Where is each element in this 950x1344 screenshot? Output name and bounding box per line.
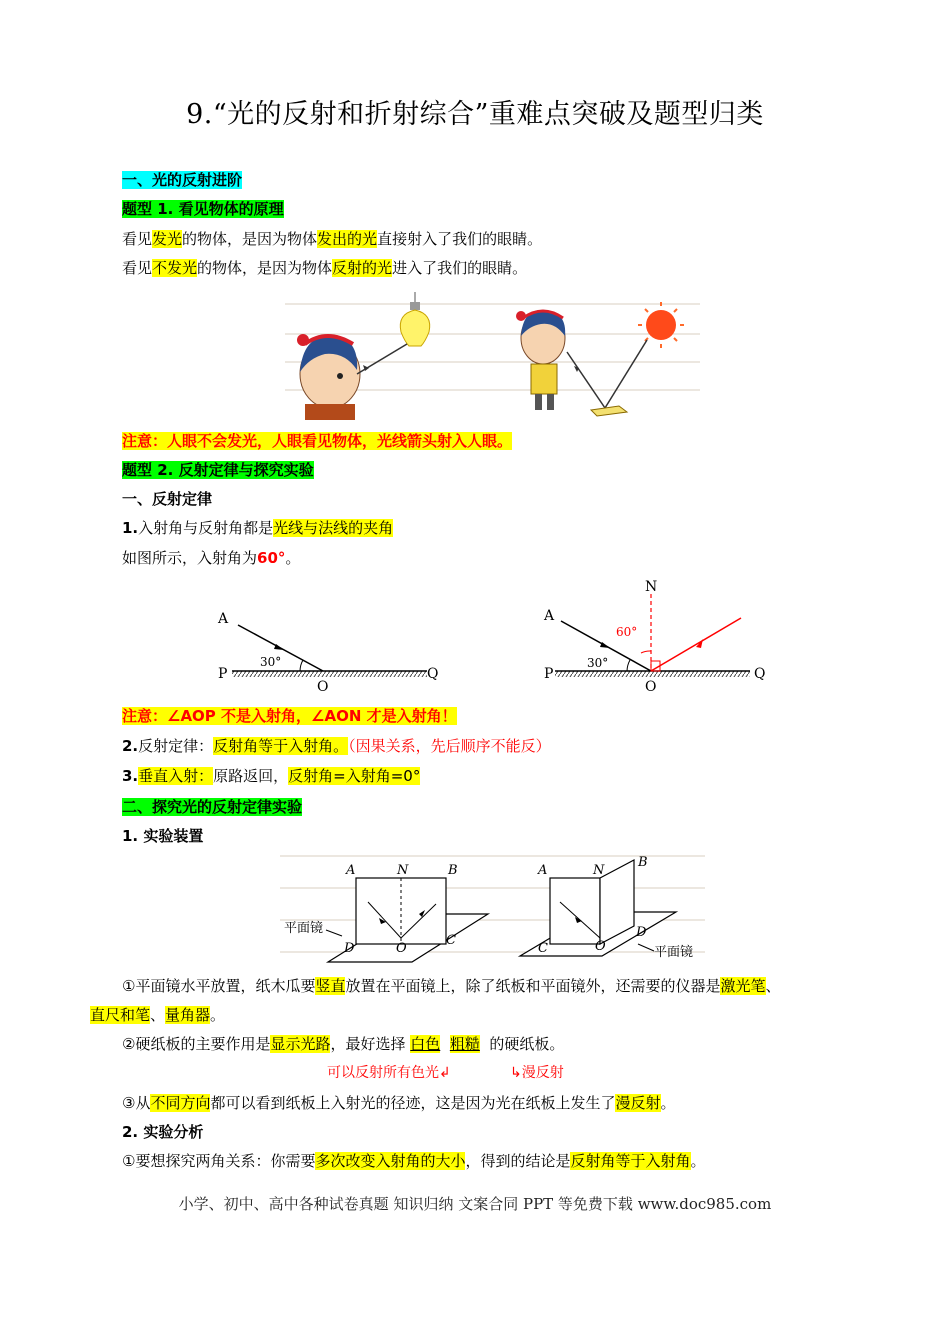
svg-text:N: N <box>593 863 605 878</box>
svg-text:A: A <box>218 611 229 627</box>
law-3: 3.垂直入射：原路返回，反射角=入射角=0° <box>122 767 421 785</box>
svg-text:P: P <box>544 666 554 682</box>
sun-icon <box>638 302 684 348</box>
item-3: ③从不同方向都可以看到纸板上入射光的径迹，这是因为光在纸板上发生了漫反射。 <box>122 1094 676 1112</box>
annotation-diffuse: ↳漫反射 <box>510 1065 564 1081</box>
svg-text:D: D <box>344 941 355 956</box>
footer: 小学、初中、高中各种试卷真题 知识归纳 文案合同 PPT 等免费下载 www.doc985.com <box>178 1195 772 1213</box>
svg-text:O: O <box>645 679 657 695</box>
svg-text:Q: Q <box>754 666 766 682</box>
figure-right <box>543 579 765 695</box>
svg-text:B: B <box>638 855 648 870</box>
apparatus-figure <box>280 852 705 967</box>
page-title: 9.“光的反射和折射综合”重难点突破及题型归类 <box>186 99 764 130</box>
law-1-example: 如图所示，入射角为60°。 <box>122 549 301 567</box>
svg-text:平面镜: 平面镜 <box>654 945 694 960</box>
law-2: 2.反射定律：反射角等于入射角。（因果关系，先后顺序不能反） <box>122 737 551 755</box>
figure-left <box>217 611 438 695</box>
svg-text:B: B <box>448 863 458 878</box>
item-1-cont: 直尺和笔、量角器。 <box>90 1006 226 1024</box>
paragraph-non-luminous: 看见不发光的物体，是因为物体反射的光进入了我们的眼睛。 <box>122 259 528 277</box>
svg-text:N: N <box>645 579 658 595</box>
note-eye: 注意：人眼不会发光，人眼看见物体，光线箭头射入人眼。 <box>122 432 513 450</box>
law-1: 1.入射角与反射角都是光线与法线的夹角 <box>122 519 394 537</box>
type-label-2: 题型 2. 反射定律与探究实验 <box>122 461 314 479</box>
angle-figures <box>200 578 780 698</box>
svg-text:C: C <box>538 941 548 956</box>
svg-text:N: N <box>397 863 409 878</box>
girl-right-icon <box>516 310 565 410</box>
seeing-objects-illustration <box>285 292 700 420</box>
note-angle: 注意：∠AOP 不是入射角，∠AON 才是入射角！ <box>122 707 457 725</box>
svg-text:C: C <box>446 933 456 948</box>
svg-text:A: A <box>346 863 356 878</box>
svg-text:O: O <box>317 679 329 695</box>
light-bulb-icon <box>400 292 429 346</box>
svg-text:O: O <box>595 939 606 954</box>
svg-text:D: D <box>636 925 647 940</box>
svg-text:Q: Q <box>427 666 439 682</box>
svg-text:平面镜: 平面镜 <box>284 921 324 936</box>
paper-icon <box>591 406 627 416</box>
item-4: ①要想探究两角关系：你需要多次改变入射角的大小，得到的结论是反射角等于入射角。 <box>122 1152 706 1170</box>
item-2: ②硬纸板的主要作用是显示光路，最好选择 白色 粗糙 的硬纸板。 <box>122 1035 565 1053</box>
svg-text:P: P <box>218 666 228 682</box>
svg-text:30°: 30° <box>260 655 282 669</box>
svg-text:A: A <box>544 608 555 624</box>
paragraph-luminous: 看见发光的物体，是因为物体发出的光直接射入了我们的眼睛。 <box>122 230 543 248</box>
section-heading-1: 一、光的反射进阶 <box>122 171 243 189</box>
item-1: ①平面镜水平放置，纸木瓜要竖直放置在平面镜上，除了纸板和平面镜外，还需要的仪器是激光笔、 <box>122 977 781 995</box>
subheading-apparatus: 1. 实验装置 <box>122 827 204 845</box>
girl-left-icon <box>297 334 360 420</box>
subheading-law: 一、反射定律 <box>122 490 213 508</box>
subheading-analysis: 2. 实验分析 <box>122 1123 204 1141</box>
section-heading-2: 二、探究光的反射定律实验 <box>122 798 303 816</box>
svg-text:O: O <box>396 941 407 956</box>
annotation-reflect-colors: 可以反射所有色光↲ <box>327 1065 451 1081</box>
svg-text:60°: 60° <box>616 625 638 639</box>
type-label-1: 题型 1. 看见物体的原理 <box>122 200 284 218</box>
svg-text:30°: 30° <box>587 656 609 670</box>
svg-text:A: A <box>538 863 548 878</box>
